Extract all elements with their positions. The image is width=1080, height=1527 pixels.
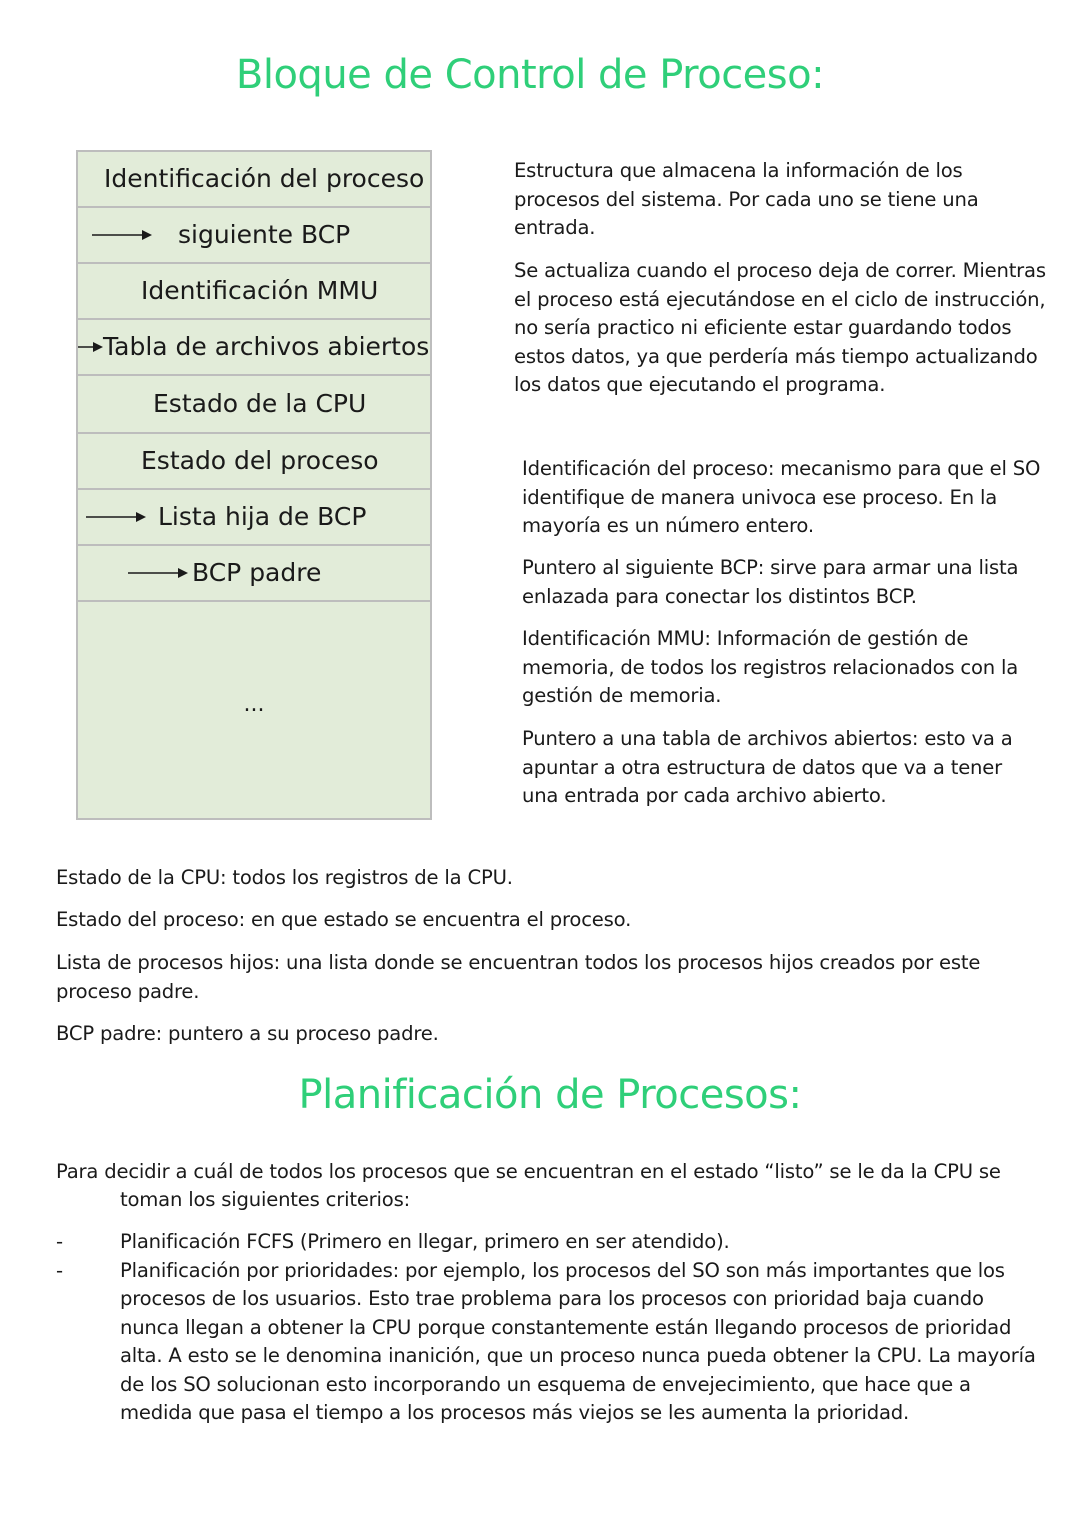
- bcp-row-label: Estado de la CPU: [153, 388, 367, 418]
- paragraph-tabla-archivos: Puntero a una tabla de archivos abiertos: esto va a apuntar a otra estructura de datos que va a tener una entrada por cada archivo abierto.: [522, 727, 1013, 807]
- paragraph-bcp-padre: BCP padre: puntero a su proceso padre.: [56, 1022, 439, 1045]
- paragraph-estado-proceso: Estado del proceso: en que estado se encuentra el proceso.: [56, 908, 632, 931]
- list-item: [56, 1257, 1046, 1428]
- bcp-row-label: siguiente BCP: [178, 219, 351, 249]
- paragraph-lista-hijos: Lista de procesos hijos: una lista donde se encuentran todos los procesos hijos creados por este proceso padre.: [56, 951, 981, 1003]
- arrow-right-icon: [86, 511, 148, 523]
- arrow-right-icon: [128, 567, 190, 579]
- bcp-row-label: Identificación MMU: [141, 275, 379, 305]
- list-item-text: Planificación FCFS (Primero en llegar, primero en ser atendido).: [120, 1230, 730, 1253]
- bcp-row-siguiente: [78, 208, 430, 264]
- section-title-bcp: Bloque de Control de Proceso:: [235, 52, 825, 98]
- bcp-row-estado-proceso: [78, 434, 430, 490]
- bcp-row-label: BCP padre: [192, 557, 322, 587]
- paragraph-estado-cpu: Estado de la CPU: todos los registros de la CPU.: [56, 866, 513, 889]
- bcp-row-bcp-padre: [78, 546, 430, 602]
- paragraph-siguiente-bcp: Puntero al siguiente BCP: sirve para armar una lista enlazada para conectar los distintos BCP.: [522, 556, 1019, 608]
- arrow-right-icon: [78, 341, 104, 353]
- paragraph-definicion: Estructura que almacena la información de los procesos del sistema. Por cada uno se tiene una entrada.: [514, 159, 979, 239]
- bcp-table: [76, 150, 432, 820]
- bcp-row-lista-hija: [78, 490, 430, 546]
- bcp-row-label: Lista hija de BCP: [158, 501, 367, 531]
- bcp-row-label: Identificación del proceso: [104, 163, 425, 193]
- paragraph-mmu: Identificación MMU: Información de gestión de memoria, de todos los registros relacionados con la gestión de memoria.: [522, 627, 1019, 707]
- bullet-dash: -: [56, 1230, 63, 1253]
- paragraph-actualizacion: Se actualiza cuando el proceso deja de correr. Mientras el proceso está ejecutándose en el ciclo de instrucción, no sería practico ni eficiente estar guardando todos estos datos, ya que perdería más tiempo actualizando los datos que ejecutando el programa.: [514, 259, 1046, 396]
- bcp-ellipsis: ...: [243, 692, 265, 717]
- bullet-dash: -: [56, 1258, 63, 1282]
- paragraph-intro-line1: Para decidir a cuál de todos los procesos que se encuentran en el estado “listo” se le da la CPU se: [56, 1160, 1001, 1183]
- list-item-text: Planificación por prioridades: por ejemplo, los procesos del SO son más importantes que los procesos de los usuarios. Esto trae problema para los procesos con prioridad baja cuando nunca llegan a obtener la CPU porque constantemente están llegando procesos de prioridad alta. A esto se le denomina inanición, que un proceso nunca pueda obtener la CPU. La mayoría de los SO solucionan esto incorporando un esquema de envejecimiento, que hace que a medida que pasa el tiempo a los procesos más viejos se les aumenta la prioridad.: [120, 1258, 1036, 1424]
- paragraph-identificacion-proceso: Identificación del proceso: mecanismo para que el SO identifique de manera univoca ese proceso. En la mayoría es un número entero.: [522, 457, 1041, 537]
- bcp-row-mmu: [78, 264, 430, 320]
- bcp-row-identificacion: [78, 152, 430, 208]
- criteria-list: [56, 1228, 1046, 1428]
- bcp-row-label: Estado del proceso: [141, 445, 379, 475]
- bcp-row-estado-cpu: [78, 376, 430, 434]
- list-item: [56, 1228, 1046, 1257]
- section-title-planificacion: Planificación de Procesos:: [298, 1072, 802, 1118]
- bcp-row-label: Tabla de archivos abiertos: [103, 331, 430, 361]
- paragraph-intro-line2: toman los siguientes criterios:: [120, 1188, 410, 1211]
- bcp-row-tabla-archivos: [78, 320, 430, 376]
- arrow-right-icon: [92, 229, 154, 241]
